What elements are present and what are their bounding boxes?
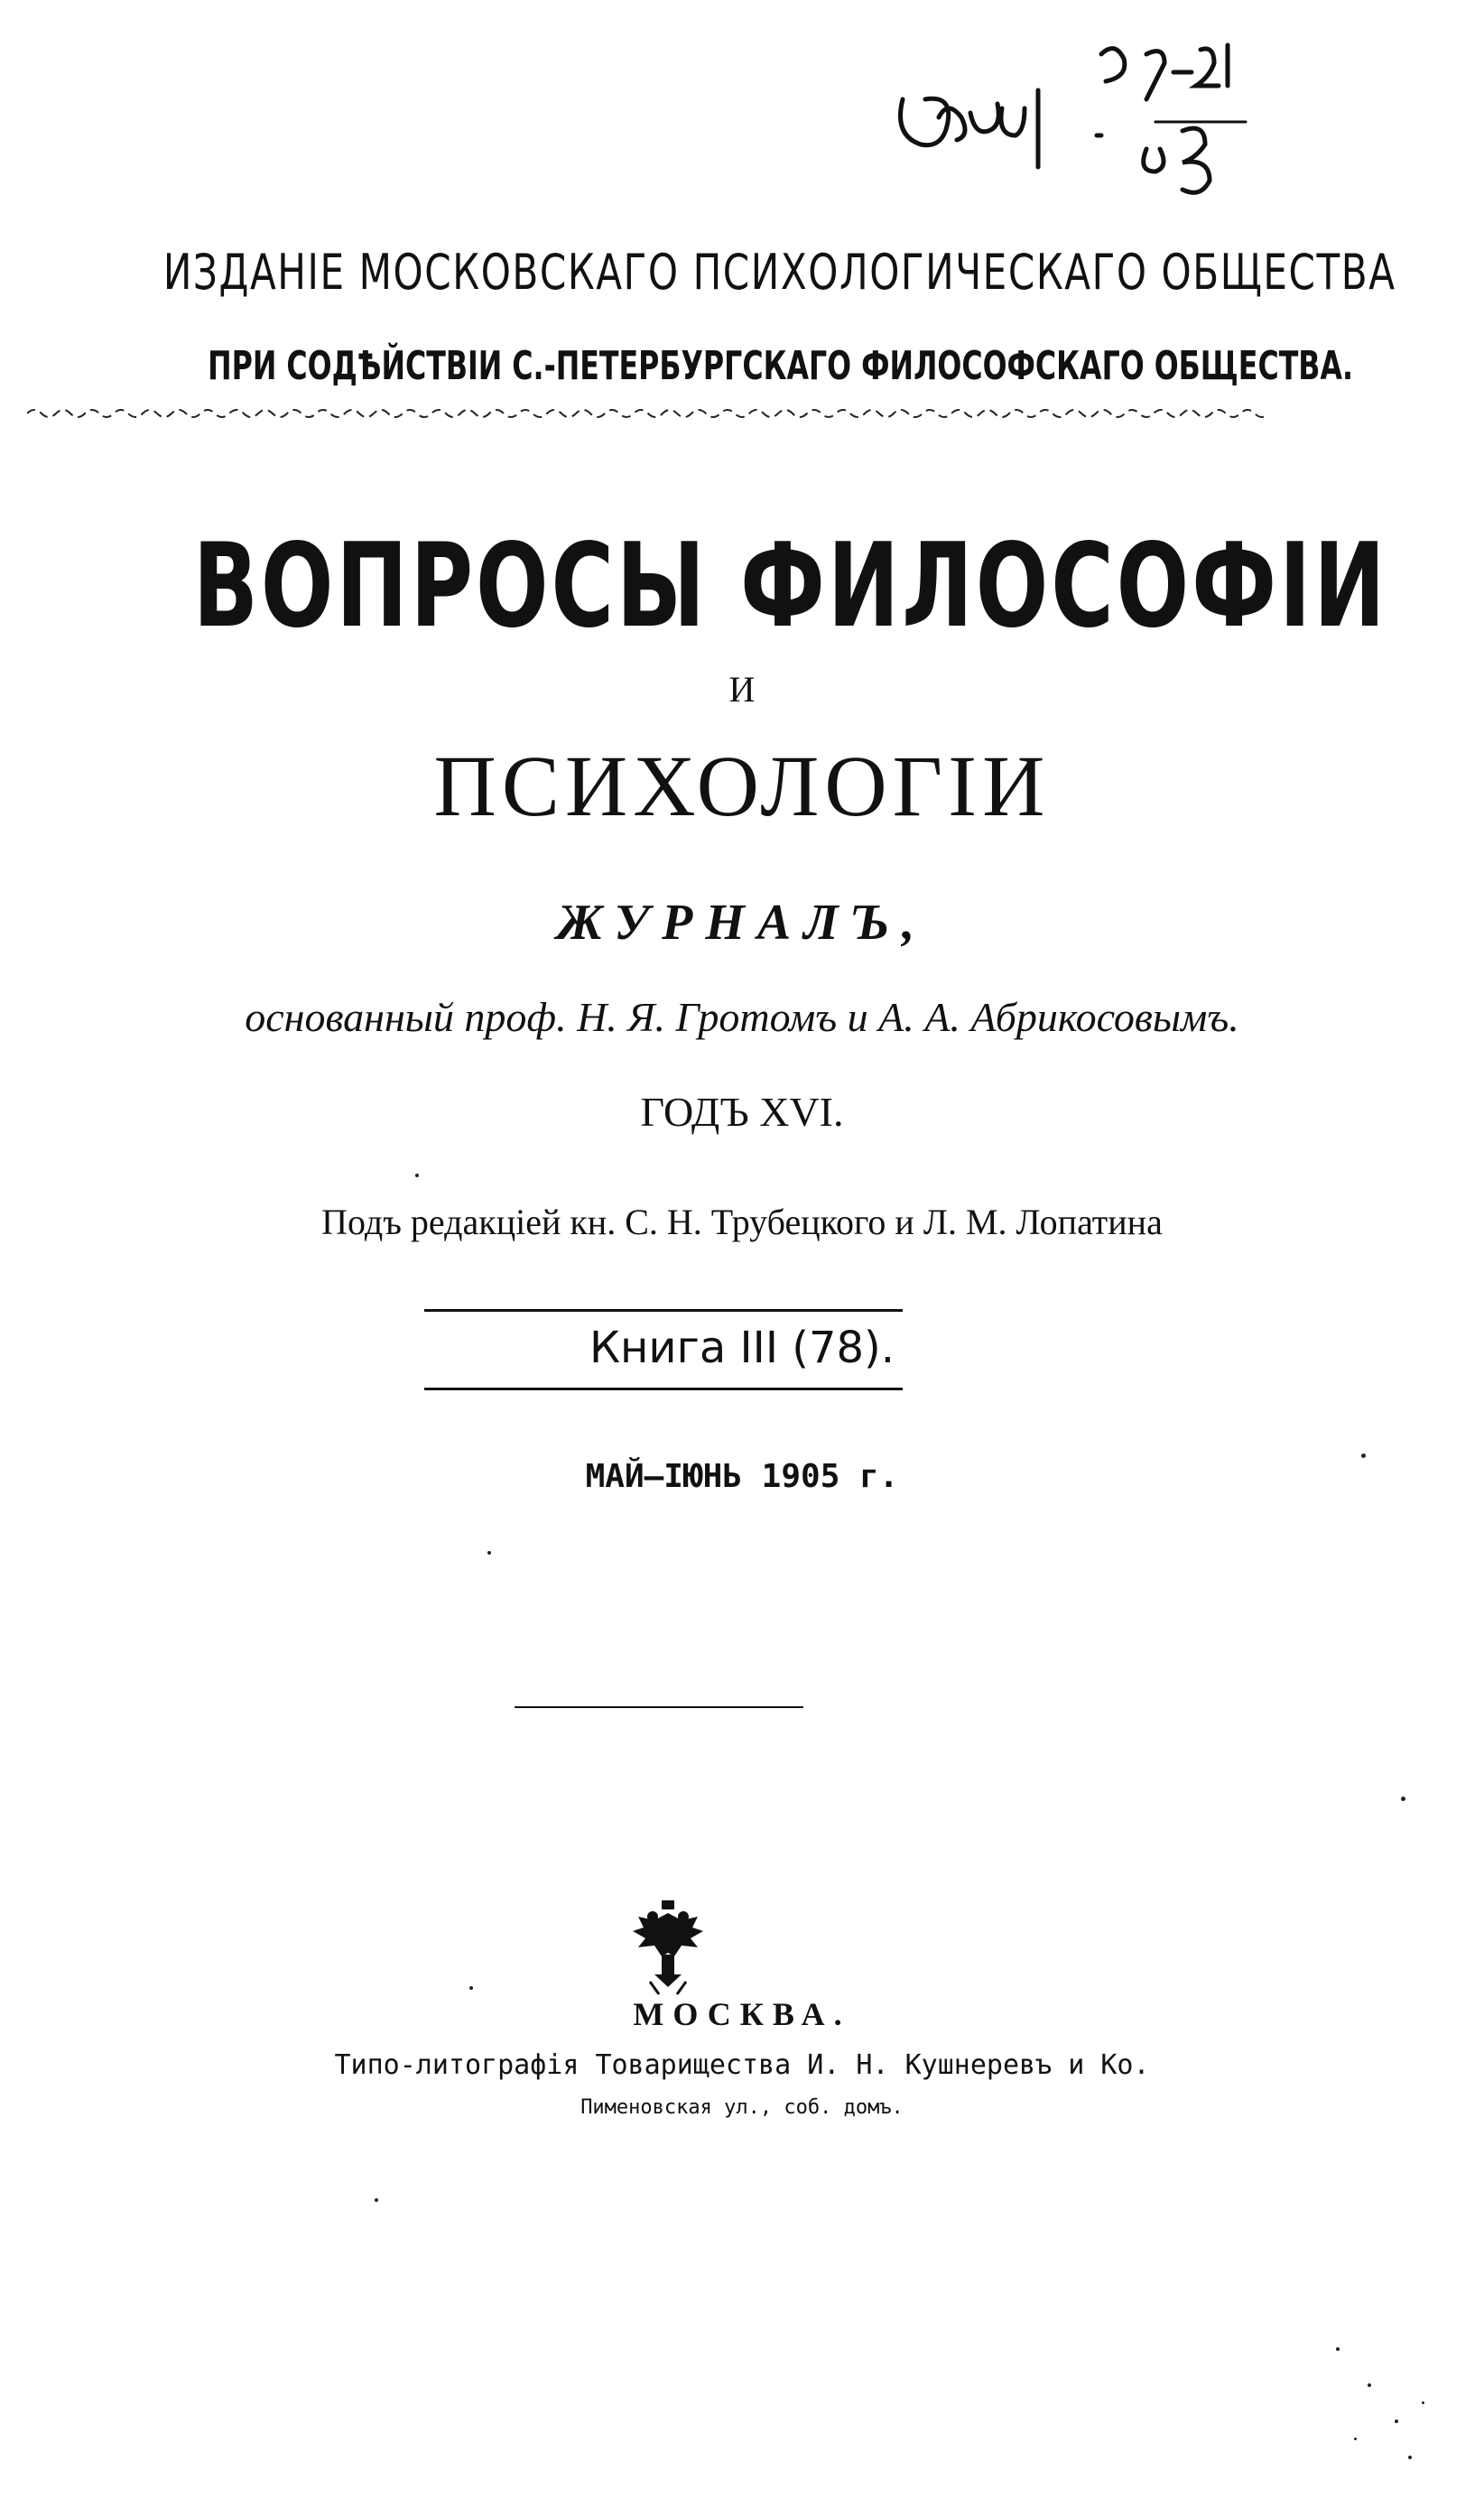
print-speck xyxy=(1368,2383,1371,2387)
print-speck xyxy=(1361,1454,1366,1458)
publisher-line: ИЗДАНІЕ МОСКОВСКАГО ПСИХОЛОГИЧЕСКАГО ОБЩЕСТВА xyxy=(162,244,1396,301)
print-speck xyxy=(375,2198,378,2202)
volume-year: ГОДЪ XVI. xyxy=(640,1089,844,1135)
print-speck xyxy=(1354,2438,1357,2440)
print-speck xyxy=(1401,1797,1405,1801)
print-speck xyxy=(1422,2401,1424,2404)
editors-line: Подъ редакціей кн. С. Н. Трубецкого и Л. М. Лопатина xyxy=(321,1202,1163,1242)
print-speck xyxy=(1395,2419,1398,2423)
print-speck xyxy=(487,1551,491,1555)
print-speck xyxy=(415,1174,419,1177)
founders-line: основанный проф. Н. Я. Гротомъ и А. А. Абрикосовымъ. xyxy=(245,994,1239,1040)
book-rule-top xyxy=(424,1309,903,1312)
city-name: МОСКВА. xyxy=(633,1996,851,2032)
printer-address: Пименовская ул., соб. домъ. xyxy=(580,2096,904,2119)
book-number: Книга III (78). xyxy=(589,1323,895,1373)
title-conjunction: И xyxy=(728,669,756,710)
book-rule-bottom xyxy=(424,1388,903,1390)
issue-date: МАЙ—ІЮНЬ 1905 г. xyxy=(585,1458,899,1495)
short-rule xyxy=(515,1706,803,1708)
printer-line: Типо-литографія Товарищества И. Н. Кушнеревъ и Ко. xyxy=(334,2049,1150,2081)
ornamental-divider xyxy=(27,404,1264,423)
double-headed-eagle-icon xyxy=(627,1900,709,2000)
sponsor-line: ПРИ СОДѢЙСТВІИ С.-ПЕТЕРБУРГСКАГО ФИЛОСОФСКАГО ОБЩЕСТВА. xyxy=(208,343,1354,389)
print-speck xyxy=(1336,2347,1340,2351)
journal-title: ВОПРОСЫ ФИЛОСОФІИ xyxy=(192,519,1388,654)
handwritten-shelfmark-drawing xyxy=(885,36,1264,217)
journal-subtitle: ПСИХОЛОГІИ xyxy=(433,738,1051,834)
print-speck xyxy=(469,1986,473,1990)
journal-label: ЖУРНАЛЪ, xyxy=(556,895,928,951)
print-speck xyxy=(1408,2456,1412,2459)
handwritten-shelfmark xyxy=(885,36,1264,217)
